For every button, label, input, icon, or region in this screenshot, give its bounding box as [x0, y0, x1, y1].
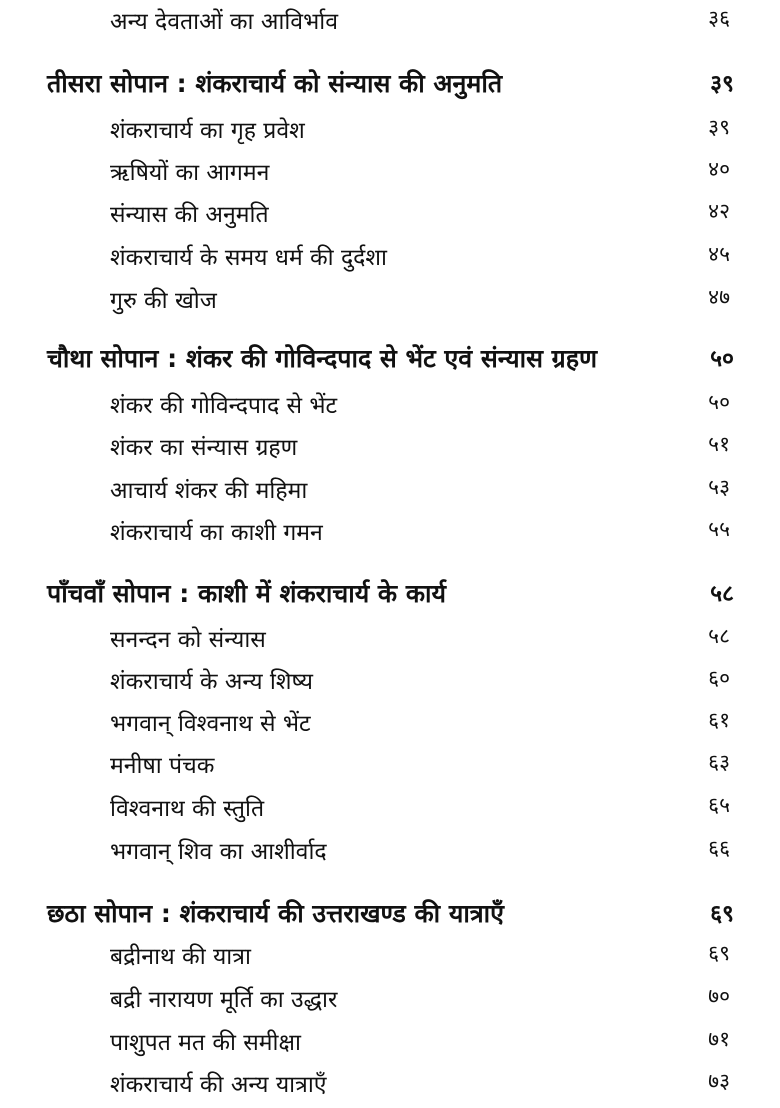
entry-title: शंकर का संन्यास ग्रहण	[110, 435, 298, 461]
entry-title: आचार्य शंकर की महिमा	[110, 478, 308, 504]
entry-title: अन्य देवताओं का आविर्भाव	[110, 9, 338, 35]
page-number: ४२	[708, 199, 730, 223]
page-number: ४०	[708, 157, 730, 181]
entry-title: संन्यास की अनुमति	[110, 202, 269, 228]
entry-title: बद्री नारायण मूर्ति का उद्धार	[110, 987, 338, 1013]
toc-entry	[0, 834, 780, 874]
toc-entry	[0, 939, 780, 979]
page-number: ६९	[708, 941, 730, 965]
page-number: ५१	[708, 432, 730, 456]
page-number: ६९	[710, 901, 734, 927]
page-number: ६१	[708, 708, 730, 732]
toc-entry	[0, 283, 780, 323]
entry-title: भगवान् शिव का आशीर्वाद	[110, 839, 327, 865]
entry-title: विश्वनाथ की स्तुति	[110, 796, 265, 822]
toc-entry	[0, 515, 780, 555]
toc-entry	[0, 748, 780, 788]
toc-chapter-heading	[0, 576, 780, 616]
entry-title: मनीषा पंचक	[110, 753, 215, 779]
toc-entry	[0, 473, 780, 513]
page-number: ६५	[708, 793, 730, 817]
entry-title: शंकराचार्य के अन्य शिष्य	[110, 669, 313, 695]
toc-entry	[0, 240, 780, 280]
toc-entry	[0, 706, 780, 746]
entry-title: गुरु की खोज	[110, 288, 217, 314]
page-number: ४७	[708, 285, 730, 309]
toc-entry	[0, 388, 780, 428]
toc-entry	[0, 982, 780, 1022]
entry-title: शंकराचार्य का काशी गमन	[110, 520, 323, 546]
page-number: ३६	[708, 6, 730, 30]
toc-chapter-heading	[0, 896, 780, 936]
page-number: ३९	[708, 115, 730, 139]
toc-entry	[0, 791, 780, 831]
page-number: ५८	[708, 624, 730, 648]
entry-title: भगवान् विश्वनाथ से भेंट	[110, 711, 311, 737]
page-number: ६०	[708, 666, 730, 690]
toc-entry	[0, 430, 780, 470]
page-number: ७१	[708, 1027, 730, 1051]
toc-chapter-heading	[0, 66, 780, 106]
page-number: ४५	[708, 242, 730, 266]
entry-title: ऋषियों का आगमन	[110, 160, 270, 186]
page-number: ५०	[710, 346, 734, 372]
entry-title: पाशुपत मत की समीक्षा	[110, 1030, 301, 1056]
toc-entry	[0, 4, 780, 44]
page-number: ७०	[708, 984, 730, 1008]
page-number: ५५	[708, 517, 730, 541]
entry-title: शंकराचार्य का गृह प्रवेश	[110, 118, 305, 144]
page-number: ३९	[710, 71, 734, 97]
page-number: ६६	[708, 836, 730, 860]
page-number: ५०	[708, 390, 730, 414]
toc-entry	[0, 664, 780, 704]
entry-title: शंकराचार्य की अन्य यात्राएँ	[110, 1072, 327, 1098]
toc-entry	[0, 622, 780, 662]
entry-title: पाँचवाँ सोपान : काशी में शंकराचार्य के कार्य	[47, 579, 446, 608]
entry-title: बद्रीनाथ की यात्रा	[110, 944, 251, 970]
page-number: ६३	[708, 750, 730, 774]
toc-chapter-heading	[0, 341, 780, 381]
entry-title: शंकर की गोविन्दपाद से भेंट	[110, 393, 338, 419]
entry-title: चौथा सोपान : शंकर की गोविन्दपाद से भेंट एवं संन्यास ग्रहण	[47, 344, 598, 373]
toc-entry	[0, 1067, 780, 1107]
toc-entry	[0, 197, 780, 237]
entry-title: छठा सोपान : शंकराचार्य की उत्तराखण्ड की यात्राएँ	[47, 899, 504, 928]
entry-title: तीसरा सोपान : शंकराचार्य को संन्यास की अनुमति	[47, 69, 503, 98]
page-number: ५३	[708, 475, 730, 499]
page-number: ७३	[708, 1069, 730, 1093]
toc-entry	[0, 113, 780, 153]
entry-title: सनन्दन को संन्यास	[110, 627, 266, 653]
toc-entry	[0, 155, 780, 195]
toc-entry	[0, 1025, 780, 1065]
page-number: ५८	[710, 581, 734, 607]
entry-title: शंकराचार्य के समय धर्म की दुर्दशा	[110, 245, 387, 271]
